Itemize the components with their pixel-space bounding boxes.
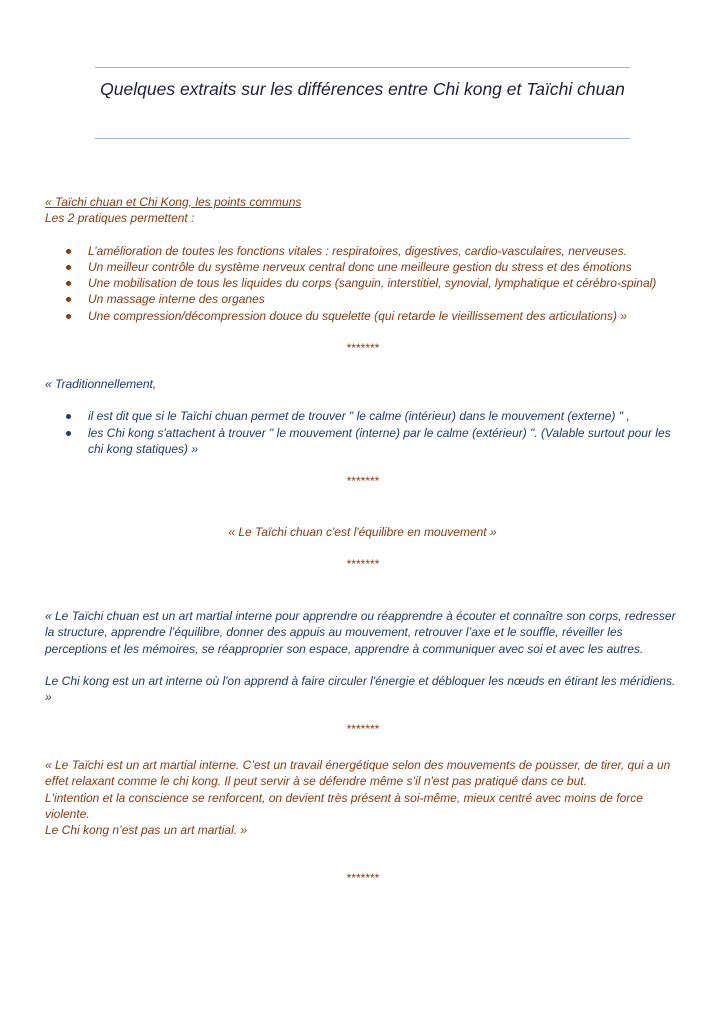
bullet-icon xyxy=(66,265,71,270)
list-item: Une mobilisation de tous les liquides du corps (sanguin, interstitiel, synovial, lymphatique et cérébro-spinal) xyxy=(45,275,685,291)
separator: ******* xyxy=(346,474,379,488)
list-item: Un massage interne des organes xyxy=(45,291,685,307)
section-intro: Les 2 pratiques permettent : xyxy=(45,211,195,226)
section-common-points xyxy=(45,194,685,324)
paragraph: « Le Taïchi chuan est un art martial interne pour apprendre ou réapprendre à écouter et connaître son corps, redresser la structure, apprendre l’équilibre, donner des appuis au mouvement, retrouver l’axe et le souffle, réveiller les perceptions et les mémoires, se réapproprier son espace, apprendre à communiquer avec soi et avec les autres. xyxy=(45,609,676,656)
bullet-icon xyxy=(66,431,71,436)
separator: ******* xyxy=(346,722,379,736)
quote-balance: « Le Taïchi chuan c'est l'équilibre en mouvement » xyxy=(228,525,497,539)
bullet-icon xyxy=(66,281,71,286)
benefits-list xyxy=(45,243,685,324)
paragraph: Le Chi kong n’est pas un art martial. » xyxy=(45,823,248,838)
separator: ******* xyxy=(346,341,379,355)
list-item: Une compression/décompression douce du squelette (qui retarde le vieillissement des articulations) » xyxy=(45,308,685,324)
list-item: il est dit que si le Taïchi chuan permet de trouver " le calme (intérieur) dans le mouvement (externe) " , xyxy=(45,408,685,424)
section-martial-art xyxy=(45,757,685,838)
paragraph: « Le Taïchi est un art martial interne. C’est un travail énergétique selon des mouvements de pousser, de tirer, qui a un effet relaxant comme le chi kong. Il peut servir à se défendre même s’il n'est pas pratiqué dans ce but. xyxy=(45,758,671,789)
section-definitions xyxy=(45,608,685,705)
separator: ******* xyxy=(346,557,379,571)
bullet-icon xyxy=(66,249,71,254)
section-heading: « Traditionnellement, xyxy=(45,377,157,391)
list-item: L’amélioration de toutes les fonctions vitales : respiratoires, digestives, cardio-vasculaires, nerveuses. xyxy=(45,243,685,259)
traditional-list xyxy=(45,408,685,457)
separator: ******* xyxy=(346,871,379,885)
bullet-icon xyxy=(66,314,71,319)
list-item: les Chi kong s'attachent à trouver " le mouvement (interne) par le calme (extérieur) ". (Valable surtout pour les chi kong statiques) » xyxy=(45,425,685,458)
paragraph: Le Chi kong est un art interne où l'on apprend à faire circuler l'énergie et débloquer les nœuds en étirant les méridiens. » xyxy=(45,673,676,705)
section-traditionally xyxy=(45,376,685,457)
page-title: Quelques extraits sur les différences entre Chi kong et Taïchi chuan xyxy=(100,79,625,99)
bottom-rule xyxy=(95,138,630,139)
bullet-icon xyxy=(66,414,71,419)
top-rule xyxy=(95,67,630,68)
bullet-icon xyxy=(66,297,71,302)
paragraph: L'intention et la conscience se renforcent, on devient très présent à soi-même, mieux centré avec moins de force violente. xyxy=(45,790,643,821)
list-item: Un meilleur contrôle du système nerveux central donc une meilleure gestion du stress et des émotions xyxy=(45,259,685,275)
section-heading: « Taïchi chuan et Chi Kong, les points communs xyxy=(45,195,302,209)
